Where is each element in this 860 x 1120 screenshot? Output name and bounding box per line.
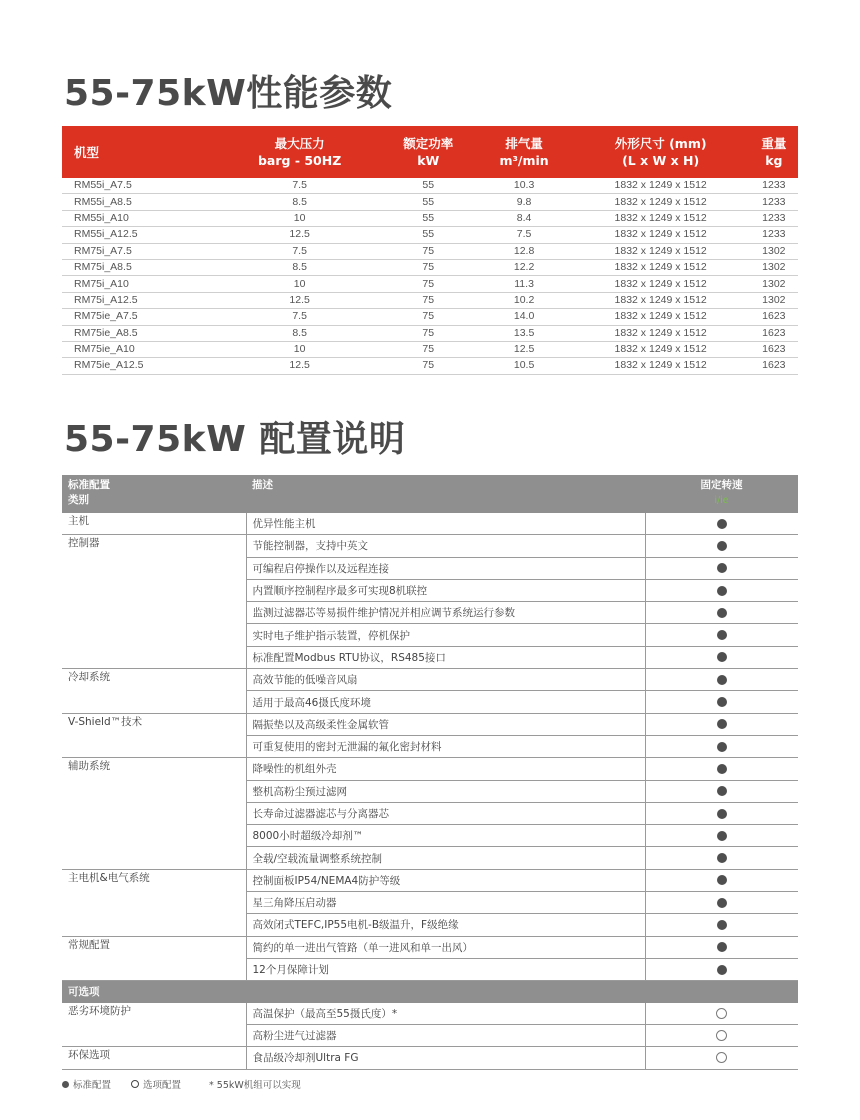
config-description: 高粉尘进气过滤器 (246, 1025, 645, 1047)
table-row (62, 210, 798, 226)
table-cell: 1832 x 1249 x 1512 (572, 309, 750, 325)
config-description: 高效节能的低噪音风扇 (246, 669, 645, 691)
table-cell: 12.5 (477, 341, 572, 357)
table-cell: RM75ie_A10 (62, 341, 219, 357)
table-cell: 1832 x 1249 x 1512 (572, 292, 750, 308)
config-availability (645, 557, 798, 579)
config-description: 控制面板IP54/NEMA4防护等级 (246, 869, 645, 891)
filled-dot-icon (717, 920, 727, 930)
config-row (62, 1003, 798, 1025)
filled-dot-icon (717, 942, 727, 952)
config-description: 12个月保障计划 (246, 958, 645, 980)
filled-dot-icon (717, 831, 727, 841)
performance-table-body (62, 178, 798, 374)
config-table-header (62, 475, 798, 513)
config-availability (645, 735, 798, 757)
table-cell: 7.5 (219, 178, 380, 194)
table-cell: 1302 (750, 276, 798, 292)
table-row (62, 194, 798, 210)
header-category: 标准配置 类别 (68, 479, 110, 506)
config-availability (645, 1003, 798, 1025)
header-max-pressure: 最大压力 barg - 50HZ (257, 136, 342, 168)
optional-header: 可选项 (68, 986, 100, 999)
table-cell: 1832 x 1249 x 1512 (572, 276, 750, 292)
table-cell: 1233 (750, 178, 798, 194)
table-cell: 14.0 (477, 309, 572, 325)
table-cell: RM55i_A8.5 (62, 194, 219, 210)
config-availability (645, 936, 798, 958)
filled-dot-icon (717, 764, 727, 774)
header-description: 描述 (252, 479, 273, 491)
table-cell: 10.2 (477, 292, 572, 308)
config-category: 主电机&电气系统 (62, 869, 246, 936)
table-cell: RM75ie_A8.5 (62, 325, 219, 341)
config-availability (645, 825, 798, 847)
header-air-delivery: 排气量 m³/min (499, 136, 549, 168)
config-description: 长寿命过滤器滤芯与分离器芯 (246, 802, 645, 824)
table-cell: 13.5 (477, 325, 572, 341)
table-cell: 8.5 (219, 194, 380, 210)
legend-standard: 标准配置 (62, 1077, 111, 1091)
config-description: 优异性能主机 (246, 513, 645, 535)
table-cell: 1623 (750, 358, 798, 374)
hollow-circle-icon (716, 1052, 727, 1063)
table-cell: 1832 x 1249 x 1512 (572, 210, 750, 226)
config-availability (645, 1047, 798, 1069)
header-rated-power: 额定功率 kW (403, 136, 454, 168)
config-description: 食品级冷却剂Ultra FG (246, 1047, 645, 1069)
table-cell: 1832 x 1249 x 1512 (572, 341, 750, 357)
config-row (62, 758, 798, 780)
config-row (62, 535, 798, 557)
table-cell: 8.5 (219, 259, 380, 275)
config-table-body (62, 475, 798, 1069)
filled-dot-icon (717, 898, 727, 908)
table-cell: 75 (380, 358, 477, 374)
table-cell: RM75ie_A7.5 (62, 309, 219, 325)
filled-dot-icon (717, 652, 727, 662)
header-fixed-speed: 固定转速 i/ie (700, 479, 743, 506)
table-cell: 9.8 (477, 194, 572, 210)
table-cell: 7.5 (219, 309, 380, 325)
table-row (62, 178, 798, 194)
config-availability (645, 579, 798, 601)
config-description: 整机高粉尘预过滤网 (246, 780, 645, 802)
optional-header-row (62, 981, 798, 1003)
table-row (62, 358, 798, 374)
filled-dot-icon (717, 630, 727, 640)
config-availability (645, 780, 798, 802)
table-cell: 12.5 (219, 292, 380, 308)
table-cell: 75 (380, 341, 477, 357)
table-cell: 1832 x 1249 x 1512 (572, 178, 750, 194)
config-category: 辅助系统 (62, 758, 246, 869)
table-row (62, 325, 798, 341)
filled-dot-icon (717, 853, 727, 863)
header-dimensions: 外形尺寸 (mm) (L x W x H) (614, 136, 707, 168)
table-cell: 75 (380, 309, 477, 325)
config-availability (645, 847, 798, 869)
config-availability (645, 869, 798, 891)
table-cell: RM75i_A12.5 (62, 292, 219, 308)
config-title: 55-75kW 配置说明 (64, 419, 406, 460)
table-cell: 1623 (750, 325, 798, 341)
config-availability (645, 646, 798, 668)
config-availability (645, 914, 798, 936)
config-category: 冷却系统 (62, 669, 246, 714)
header-weight: 重量 kg (761, 136, 787, 168)
config-description: 8000小时超级冷却剂™ (246, 825, 645, 847)
filled-dot-icon (717, 809, 727, 819)
config-description: 可重复使用的密封无泄漏的氟化密封材料 (246, 735, 645, 757)
config-availability (645, 691, 798, 713)
table-cell: 8.5 (219, 325, 380, 341)
table-cell: 1832 x 1249 x 1512 (572, 194, 750, 210)
legend-optional: 选项配置 (131, 1077, 181, 1091)
table-cell: 12.8 (477, 243, 572, 259)
table-cell: 11.3 (477, 276, 572, 292)
table-cell: 1302 (750, 292, 798, 308)
config-description: 星三角降压启动器 (246, 892, 645, 914)
table-row (62, 259, 798, 275)
filled-dot-icon (717, 742, 727, 752)
performance-table (62, 126, 798, 375)
table-cell: RM55i_A7.5 (62, 178, 219, 194)
table-cell: 1233 (750, 227, 798, 243)
config-row (62, 713, 798, 735)
table-cell: 1832 x 1249 x 1512 (572, 325, 750, 341)
config-availability (645, 958, 798, 980)
table-cell: 75 (380, 243, 477, 259)
config-row (62, 936, 798, 958)
table-cell: 1832 x 1249 x 1512 (572, 358, 750, 374)
table-cell: 12.5 (219, 358, 380, 374)
filled-dot-icon (717, 563, 727, 573)
table-cell: 1623 (750, 341, 798, 357)
table-cell: 1832 x 1249 x 1512 (572, 243, 750, 259)
config-row (62, 513, 798, 535)
filled-dot-icon (717, 965, 727, 975)
table-cell: 1233 (750, 194, 798, 210)
table-row (62, 292, 798, 308)
table-cell: RM75ie_A12.5 (62, 358, 219, 374)
config-description: 全载/空载流量调整系统控制 (246, 847, 645, 869)
config-description: 标准配置Modbus RTU协议，RS485接口 (246, 646, 645, 668)
filled-dot-icon (717, 719, 727, 729)
table-row (62, 243, 798, 259)
table-cell: 75 (380, 276, 477, 292)
table-cell: 1832 x 1249 x 1512 (572, 227, 750, 243)
config-category: 环保选项 (62, 1047, 246, 1069)
config-description: 降噪性的机组外壳 (246, 758, 645, 780)
config-availability (645, 513, 798, 535)
config-availability (645, 1025, 798, 1047)
table-cell: 10 (219, 341, 380, 357)
table-cell: 75 (380, 259, 477, 275)
config-description: 可编程启停操作以及远程连接 (246, 557, 645, 579)
table-cell: 1832 x 1249 x 1512 (572, 259, 750, 275)
config-description: 实时电子维护指示装置，停机保护 (246, 624, 645, 646)
table-cell: 8.4 (477, 210, 572, 226)
table-cell: 7.5 (477, 227, 572, 243)
table-cell: RM75i_A10 (62, 276, 219, 292)
table-cell: 75 (380, 292, 477, 308)
config-availability (645, 602, 798, 624)
filled-dot-icon (717, 541, 727, 551)
table-cell: 55 (380, 210, 477, 226)
table-cell: 55 (380, 194, 477, 210)
table-row (62, 309, 798, 325)
table-cell: 1233 (750, 210, 798, 226)
config-description: 节能控制器，支持中英文 (246, 535, 645, 557)
table-row (62, 341, 798, 357)
config-availability (645, 758, 798, 780)
legend-note: * 55kW机组可以实现 (209, 1080, 301, 1091)
table-cell: 1302 (750, 259, 798, 275)
config-row (62, 1047, 798, 1069)
config-description: 高效闭式TEFC,IP55电机-B级温升，F级绝缘 (246, 914, 645, 936)
table-cell: 7.5 (219, 243, 380, 259)
config-description: 高温保护（最高至55摄氏度）* (246, 1003, 645, 1025)
table-cell: 1302 (750, 243, 798, 259)
table-cell: 1623 (750, 309, 798, 325)
table-cell: 10 (219, 210, 380, 226)
table-row (62, 276, 798, 292)
config-table (62, 475, 798, 1070)
table-cell: RM75i_A8.5 (62, 259, 219, 275)
config-availability (645, 624, 798, 646)
table-cell: 55 (380, 227, 477, 243)
config-description: 简约的单一进出气管路（单一进风和单一出风） (246, 936, 645, 958)
filled-dot-icon (717, 586, 727, 596)
table-cell: 12.5 (219, 227, 380, 243)
table-cell: 10 (219, 276, 380, 292)
filled-dot-icon (717, 519, 727, 529)
config-category: V-Shield™技术 (62, 713, 246, 758)
config-description: 监测过滤器芯等易损件维护情况并相应调节系统运行参数 (246, 602, 645, 624)
config-category: 控制器 (62, 535, 246, 669)
config-description: 隔振垫以及高级柔性金属软管 (246, 713, 645, 735)
filled-dot-icon (717, 786, 727, 796)
table-cell: 10.5 (477, 358, 572, 374)
filled-dot-icon (717, 675, 727, 685)
table-cell: 12.2 (477, 259, 572, 275)
table-cell: RM55i_A12.5 (62, 227, 219, 243)
config-availability (645, 802, 798, 824)
config-row (62, 669, 798, 691)
hollow-circle-icon (716, 1008, 727, 1019)
config-row (62, 869, 798, 891)
filled-dot-icon (717, 875, 727, 885)
table-cell: RM55i_A10 (62, 210, 219, 226)
table-cell: 10.3 (477, 178, 572, 194)
table-cell: 75 (380, 325, 477, 341)
filled-dot-icon (717, 608, 727, 618)
config-description: 内置顺序控制程序最多可实现8机联控 (246, 579, 645, 601)
performance-table-header (62, 126, 798, 178)
performance-title: 55-75kW性能参数 (64, 73, 393, 114)
config-availability (645, 713, 798, 735)
config-availability (645, 669, 798, 691)
table-cell: RM75i_A7.5 (62, 243, 219, 259)
config-description: 适用于最高46摄氏度环境 (246, 691, 645, 713)
table-row (62, 227, 798, 243)
config-availability (645, 892, 798, 914)
header-model: 机型 (74, 144, 100, 160)
config-category: 恶劣环境防护 (62, 1003, 246, 1047)
table-cell: 55 (380, 178, 477, 194)
legend (62, 1077, 301, 1091)
config-category: 主机 (62, 513, 246, 535)
filled-dot-icon (717, 697, 727, 707)
config-availability (645, 535, 798, 557)
hollow-circle-icon (131, 1080, 139, 1088)
hollow-circle-icon (716, 1030, 727, 1041)
filled-dot-icon (62, 1081, 69, 1088)
config-category: 常规配置 (62, 936, 246, 981)
